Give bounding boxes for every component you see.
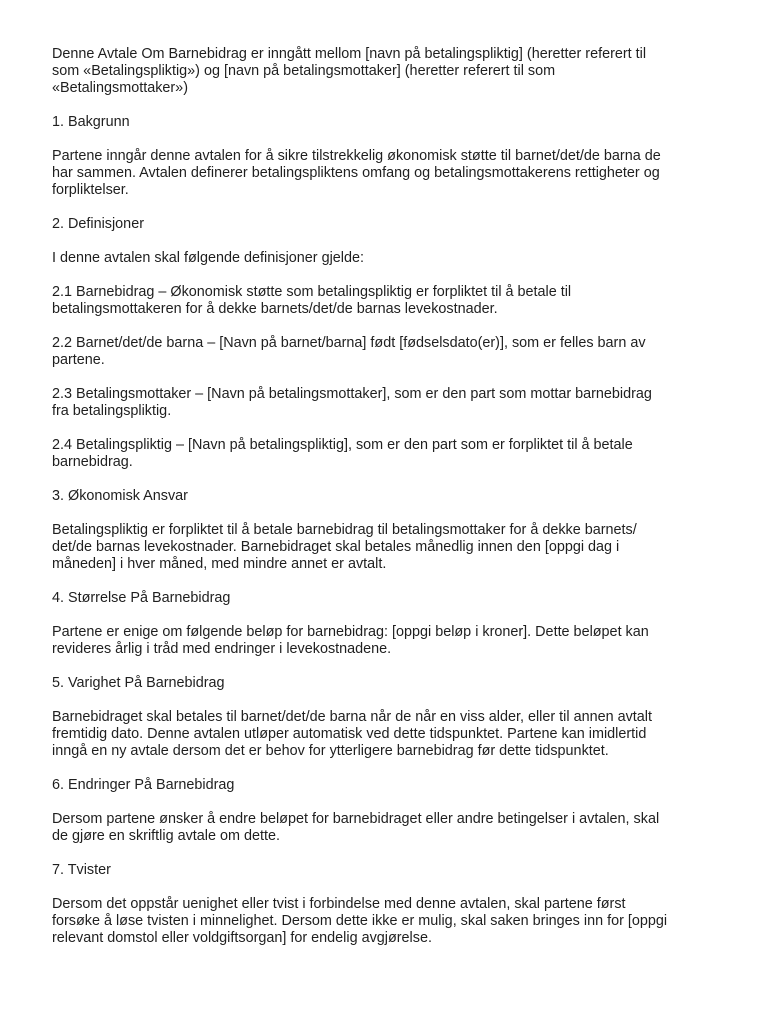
- text-line: de gjøre en skriftlig avtale om dette.: [52, 828, 280, 844]
- text-line: fremtidig dato. Denne avtalen utløper automatisk ved dette tidspunktet. Partene kan imidlertid: [52, 726, 647, 742]
- paragraph: [52, 811, 720, 845]
- section-heading: [52, 777, 720, 794]
- paragraph: [52, 148, 720, 199]
- paragraph: [52, 284, 720, 318]
- text-line: Denne Avtale Om Barnebidrag er inngått mellom [navn på betalingspliktig] (heretter referert til: [52, 46, 647, 62]
- section-heading: [52, 488, 720, 505]
- section-heading: [52, 216, 720, 233]
- text-line: inngå en ny avtale dersom det er behov for ytterligere barnebidrag før dette tidspunktet.: [52, 743, 609, 759]
- paragraph: [52, 386, 720, 420]
- paragraph: [52, 522, 720, 573]
- text-line: 2.2 Barnet/det/de barna – [Navn på barnet/barna] født [fødselsdato(er)], som er felles barn av: [52, 335, 646, 351]
- text-line: «Betalingsmottaker»): [52, 80, 188, 96]
- text-line: 2.3 Betalingsmottaker – [Navn på betalingsmottaker], som er den part som mottar barnebidrag: [52, 386, 652, 402]
- text-line: 2.1 Barnebidrag – Økonomisk støtte som betalingspliktig er forpliktet til å betale til: [52, 284, 572, 300]
- paragraph: [52, 624, 720, 658]
- paragraph: [52, 250, 720, 267]
- text-line: Betalingspliktig er forpliktet til å betale barnebidrag til betalingsmottaker for å dekke barnets/: [52, 522, 637, 538]
- text-line: som «Betalingspliktig») og [navn på betalingsmottaker] (heretter referert til som: [52, 63, 556, 79]
- text-line: barnebidrag.: [52, 454, 133, 470]
- paragraph: [52, 437, 720, 471]
- text-line: forpliktelser.: [52, 182, 129, 198]
- text-line: det/de barnas levekostnader. Barnebidraget skal betales månedlig innen den [oppgi dag i: [52, 539, 620, 555]
- text-line: revideres årlig i tråd med endringer i levekostnadene.: [52, 641, 392, 657]
- text-line: 7. Tvister: [52, 862, 111, 878]
- text-line: Dersom partene ønsker å endre beløpet for barnebidraget eller andre betingelser i avtalen, skal: [52, 811, 660, 827]
- text-line: Dersom det oppstår uenighet eller tvist i forbindelse med denne avtalen, skal partene først: [52, 896, 626, 912]
- text-line: forsøke å løse tvisten i minnelighet. Dersom dette ikke er mulig, skal saken bringes inn for [oppgi: [52, 913, 668, 929]
- text-line: partene.: [52, 352, 105, 368]
- text-line: 1. Bakgrunn: [52, 114, 130, 130]
- text-line: 3. Økonomisk Ansvar: [52, 488, 188, 504]
- text-line: I denne avtalen skal følgende definisjoner gjelde:: [52, 250, 365, 266]
- text-line: betalingsmottakeren for å dekke barnets/det/de barnas levekostnader.: [52, 301, 498, 317]
- text-line: 6. Endringer På Barnebidrag: [52, 777, 235, 793]
- text-line: 2.4 Betalingspliktig – [Navn på betalingspliktig], som er den part som er forpliktet til å betale: [52, 437, 633, 453]
- text-line: 5. Varighet På Barnebidrag: [52, 675, 225, 691]
- text-line: Barnebidraget skal betales til barnet/det/de barna når de når en viss alder, eller til annen avtalt: [52, 709, 652, 725]
- document-body: [52, 46, 720, 947]
- text-line: Partene inngår denne avtalen for å sikre tilstrekkelig økonomisk støtte til barnet/det/de barna de: [52, 148, 661, 164]
- section-heading: [52, 862, 720, 879]
- paragraph: [52, 335, 720, 369]
- text-line: fra betalingspliktig.: [52, 403, 172, 419]
- text-line: 4. Størrelse På Barnebidrag: [52, 590, 231, 606]
- section-heading: [52, 114, 720, 131]
- text-line: 2. Definisjoner: [52, 216, 144, 232]
- paragraph: [52, 709, 720, 760]
- section-heading: [52, 590, 720, 607]
- paragraph: [52, 46, 720, 97]
- paragraph: [52, 896, 720, 947]
- text-line: Partene er enige om følgende beløp for barnebidrag: [oppgi beløp i kroner]. Dette beløpet kan: [52, 624, 649, 640]
- text-line: måneden] i hver måned, med mindre annet er avtalt.: [52, 556, 387, 572]
- text-line: relevant domstol eller voldgiftsorgan] for endelig avgjørelse.: [52, 930, 432, 946]
- text-line: har sammen. Avtalen definerer betalingspliktens omfang og betalingsmottakerens rettigheter og: [52, 165, 660, 181]
- section-heading: [52, 675, 720, 692]
